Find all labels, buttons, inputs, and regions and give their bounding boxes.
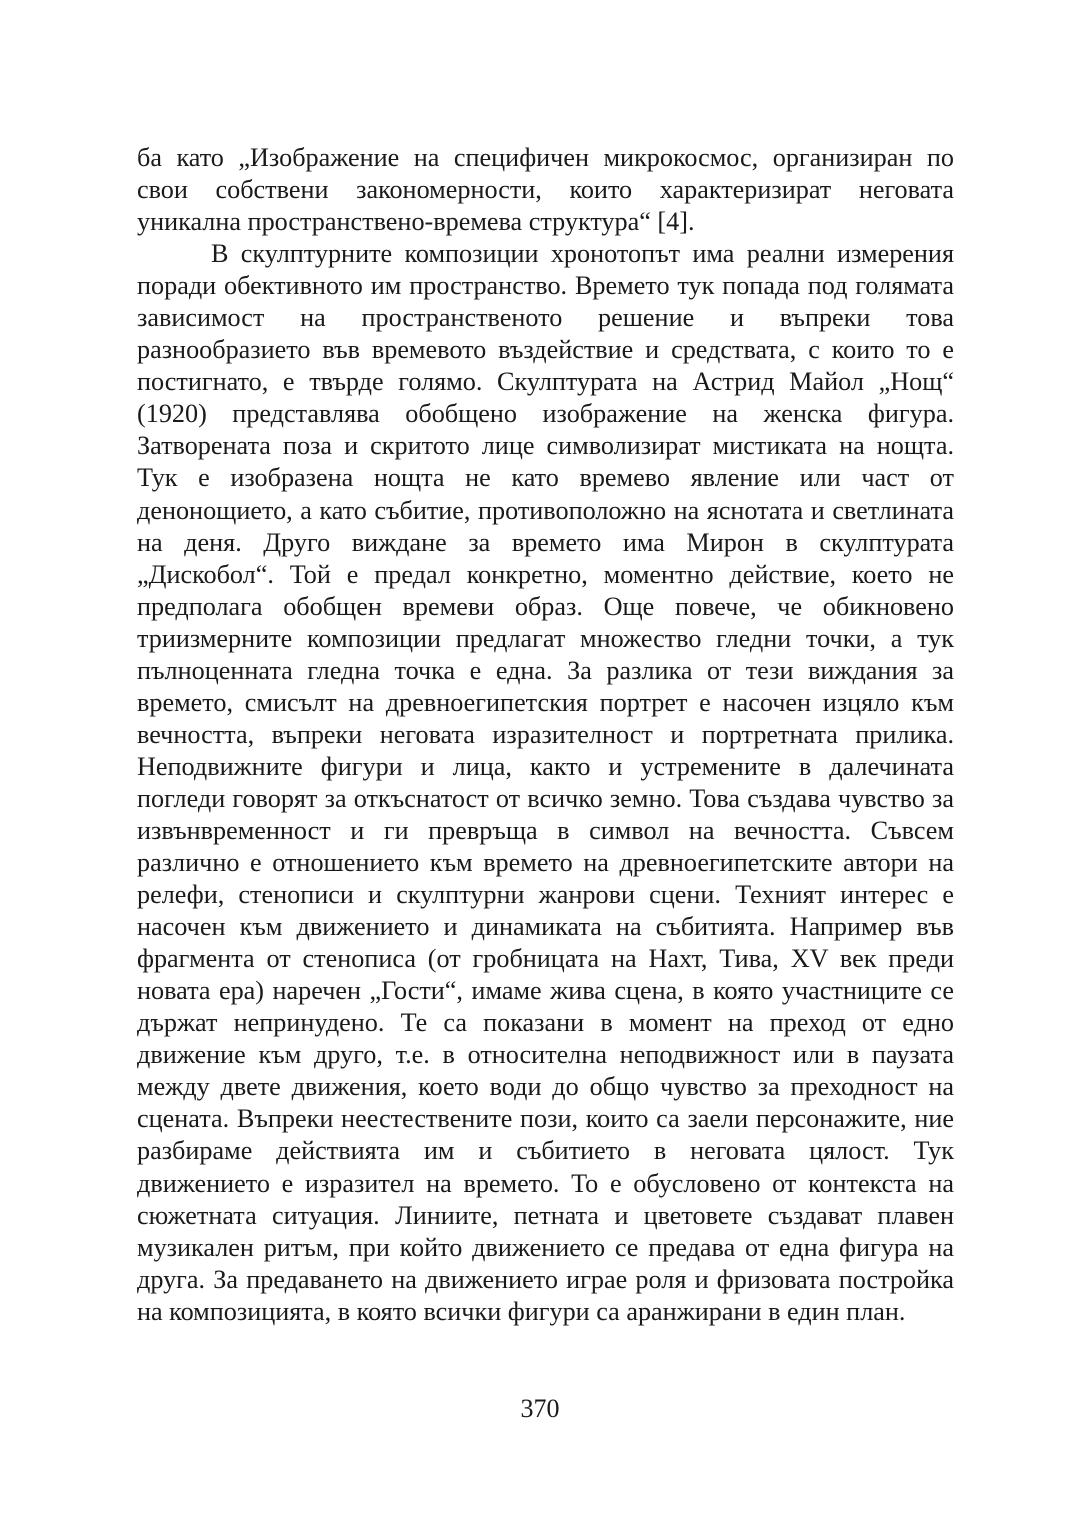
paragraph-continuation: ба като „Изображение на специфичен микрокосмос, организиран по свои собствени закономерности, които характеризират неговата уникална пространствено-времева структура“ [4].	[137, 143, 954, 237]
page-number: 370	[520, 1394, 560, 1423]
body-text	[137, 142, 954, 1328]
paragraph-main: В скулптурните композиции хронотопът има реални измерения поради обективното им пространство. Времето тук попада под голямата зависимост на пространственото решение и въпреки това разнообразието във времевото въздействие и средствата, с които то е постигнато, е твърде голямо. Скулптурата на Астрид Майол „Нощ“ (1920) представлява обобщено изображение на женска фигура. Затворената поза и скритото лице символизират мистиката на нощта. Тук е изобразена нощта не като времево явление или част от денонощието, а като събитие, противоположно на яснотата и светлината на деня. Друго виждане за времето има Мирон в скулптурата „Дискобол“. Той е предал конкретно, моментно действие, което не предполага обобщен времеви образ. Още повече, че обикновено триизмерните композиции предлагат множество гледни точки, а тук пълноценната гледна точка е една. За разлика от тези виждания за времето, смисълт на древноегипетския портрет е насочен изцяло към вечността, въпреки неговата изразителност и портретната прилика. Неподвижните фигури и лица, както и устремените в далечината погледи говорят за откъснатост от всичко земно. Това създава чувство за извънвременност и ги превръща в символ на вечността. Съвсем различно е отношението към времето на древноегипетските автори на релефи, стенописи и скулптурни жанрови сцени. Техният интерес е насочен към движението и динамиката на събитията. Например във фрагмента от стенописа (от гробницата на Нахт, Тива, XV век преди новата ера) наречен „Гости“, имаме жива сцена, в която участниците се държат непринудено. Те са показани в момент на преход от едно движение към друго, т.е. в относителна неподвижност или в паузата между двете движения, което води до общо чувство за преходност на сцената. Въпреки неестествените пози, които са заели персонажите, ние разбираме действията им и събитието в неговата цялост. Тук движението е изразител на времето. То е обусловено от контекста на сюжетната ситуация. Линиите, петната и цветовете създават плавен музикален ритъм, при който движението се предава от една фигура на друга. За предаването на движението играе роля и фризовата постройка на композицията, в която всички фигури са аранжирани в един план.	[137, 239, 954, 1326]
